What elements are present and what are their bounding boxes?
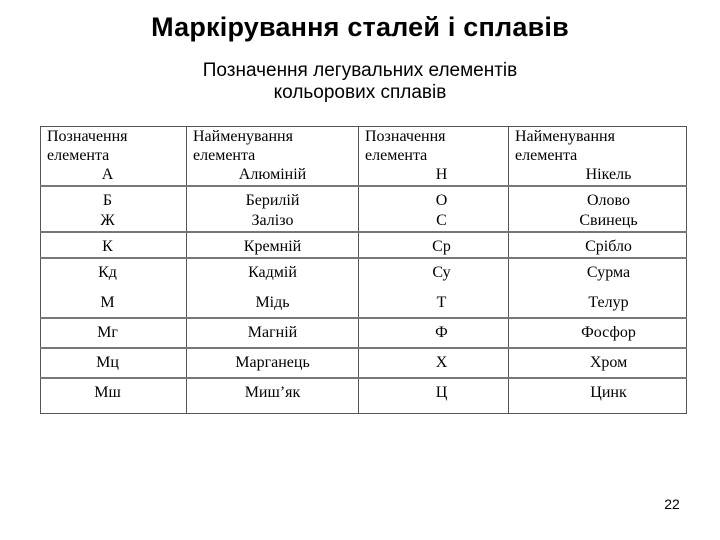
table-cell	[187, 127, 359, 187]
table-row	[41, 232, 687, 258]
element-code: Кд	[98, 264, 117, 281]
table-cell	[359, 348, 509, 378]
alloying-elements-table	[40, 126, 687, 414]
table-cell	[41, 127, 187, 187]
table-cell	[187, 378, 359, 414]
table-cell	[41, 378, 187, 414]
table-cell	[509, 258, 687, 318]
element-name: Алюміній	[238, 166, 307, 183]
table-cell	[187, 232, 359, 258]
element-code: Мг	[97, 324, 118, 341]
table-row	[41, 186, 687, 232]
caption-line-1: Позначення легувальних елементів	[202, 60, 518, 81]
element-code: А	[101, 166, 114, 183]
header-line: Позначення	[365, 128, 446, 145]
caption-line-2: кольорових сплавів	[273, 82, 447, 103]
table-row	[41, 318, 687, 348]
element-name: Кадмій	[248, 264, 297, 281]
table-cell	[359, 232, 509, 258]
header-line: елемента	[47, 147, 110, 164]
element-name: Марганець	[235, 354, 310, 371]
element-name: Миш’як	[244, 384, 301, 401]
table-cell	[41, 348, 187, 378]
table-cell	[187, 186, 359, 232]
header-line: елемента	[193, 147, 256, 164]
element-name: Залізо	[251, 212, 294, 229]
element-code: Ж	[100, 212, 115, 229]
element-name: Нікель	[585, 166, 632, 183]
element-name: Кремній	[243, 238, 302, 255]
page-number: 22	[664, 496, 680, 512]
element-code: Ср	[432, 238, 451, 255]
element-name: Телур	[588, 294, 629, 311]
element-code: К	[102, 238, 113, 255]
table-cell	[509, 127, 687, 187]
table-cell	[509, 232, 687, 258]
element-code: С	[436, 212, 447, 229]
element-name: Свинець	[579, 212, 638, 229]
element-name: Мідь	[255, 294, 290, 311]
element-code: Мц	[96, 354, 119, 371]
element-name: Фосфор	[581, 324, 636, 341]
element-name: Олово	[587, 192, 630, 209]
element-code: Су	[432, 264, 451, 281]
table-cell	[359, 186, 509, 232]
element-code: О	[435, 192, 448, 209]
table-row	[41, 348, 687, 378]
element-code: Ф	[435, 324, 448, 341]
element-code: Н	[435, 166, 448, 183]
element-code: Мш	[94, 384, 121, 401]
element-code: Х	[435, 354, 448, 371]
table-cell	[187, 258, 359, 318]
table-row	[41, 258, 687, 318]
table-cell	[187, 348, 359, 378]
header-line: Найменування	[515, 128, 615, 145]
element-name: Берилій	[245, 192, 300, 209]
table-cell	[41, 232, 187, 258]
header-line: елемента	[365, 147, 428, 164]
header-line: Позначення	[47, 128, 128, 145]
table-cell	[359, 318, 509, 348]
table-cell	[509, 378, 687, 414]
table-row	[41, 378, 687, 414]
element-code: Ц	[435, 384, 448, 401]
element-name: Цинк	[590, 384, 627, 401]
table-cell	[187, 318, 359, 348]
element-name: Магній	[247, 324, 298, 341]
table-cell	[359, 127, 509, 187]
table-cell	[41, 318, 187, 348]
table-caption	[0, 60, 720, 104]
table-cell	[41, 186, 187, 232]
header-line: елемента	[515, 147, 578, 164]
table-row	[41, 127, 687, 187]
slide-title: Маркірування сталей і сплавів	[151, 12, 569, 42]
element-code: М	[100, 294, 115, 311]
table-cell	[509, 348, 687, 378]
element-code: Б	[102, 192, 113, 209]
element-name: Срібло	[585, 238, 632, 255]
table-cell	[509, 318, 687, 348]
element-name: Хром	[589, 354, 628, 371]
table-cell	[359, 378, 509, 414]
element-name: Сурма	[586, 264, 631, 281]
table-cell	[359, 258, 509, 318]
header-line: Найменування	[193, 128, 293, 145]
table-cell	[509, 186, 687, 232]
element-code: Т	[436, 294, 447, 311]
table-cell	[41, 258, 187, 318]
